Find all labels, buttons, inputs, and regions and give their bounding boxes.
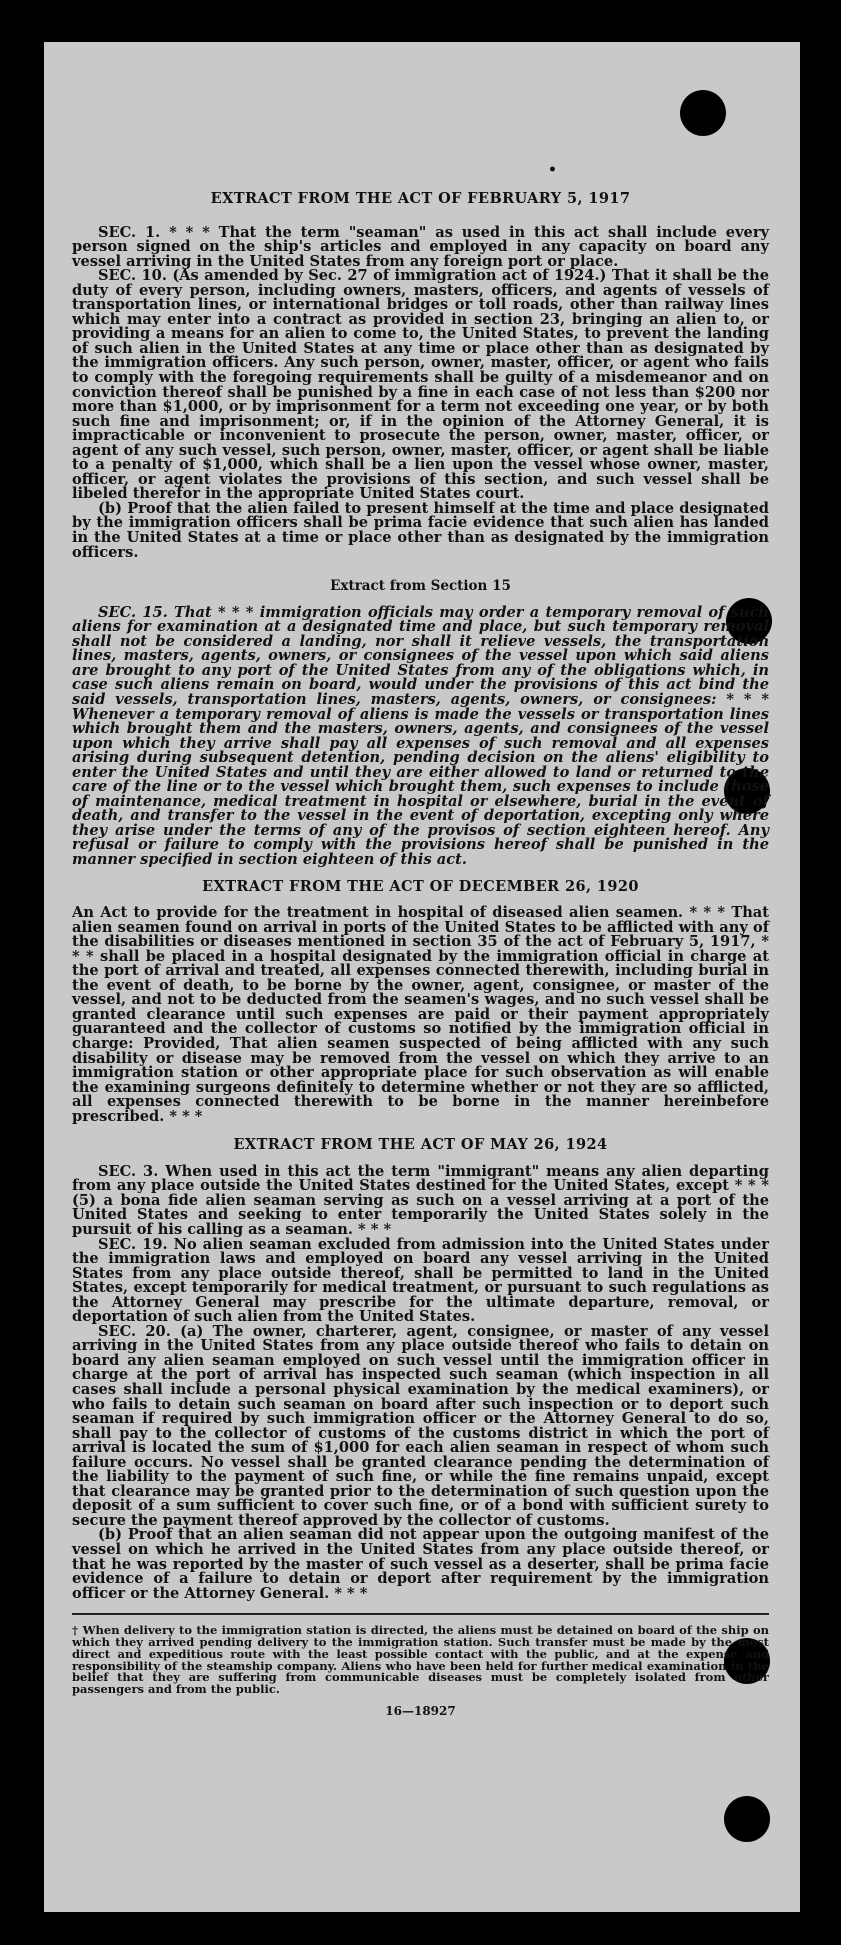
section-heading-1920: EXTRACT FROM THE ACT OF DECEMBER 26, 1920 <box>202 877 639 895</box>
paragraph-sec-10-b: (b) Proof that the alien failed to present himself at the time and place designated by the immigration officers shall be prima facie evidence that such alien has landed in the United States at a time or place other than as designated by the immigration officers. <box>72 499 769 561</box>
paragraph-sec-10: SEC. 10. (As amended by Sec. 27 of immigration act of 1924.) That it shall be the duty of every person, including owners, masters, officers, and agents of vessels of transportation lines, or international bridges or toll roads, other than railway lines which may enter into a contract as provided in section 23, bringing an alien to, or providing a means for an alien to come to, the United States, to prevent the landing of such alien in the United States at any time or place other than as designated by the immigration officers. Any such person, owner, master, officer, or agent who fails to comply with the foregoing requirements shall be guilty of a misdemeanor and on conviction thereof shall be punished by a fine in each case of not less than $200 nor more than $1,000, or by imprisonment for a term not exceeding one year, or by both such fine and imprisonment; or, if in the opinion of the Attorney General, it is impracticable or inconvenient to prosecute the person, owner, master, officer, or agent of any such vessel, such person, owner, master, officer, or agent shall be liable to a penalty of $1,000, which shall be a lien upon the vessel whose owner, master, officer, or agent violates the provisions of this section, and such vessel shall be libeled therefor in the appropriate United States court. <box>72 267 769 503</box>
footnote-divider <box>72 1613 769 1615</box>
subheading-section-15: Extract from Section 15 <box>330 578 511 595</box>
paragraph-act-1920: An Act to provide for the treatment in hospital of diseased alien seamen. * * * That alien seamen found on arrival in ports of the United States to be afflicted with any of the disabilities or diseases mentioned in section 35 of the act of February 5, 1917, * * * shall be placed in a hospital designated by the immigration official in charge at the port of arrival and treated, all expenses connected therewith, including burial in the event of death, to be borne by the owner, agent, consignee, or master of the vessel, and not to be deducted from the seamen's wages, and no such vessel shall be granted clearance until such expenses are paid or their payment appropriately guaranteed and the collector of customs so notified by the immigration official in charge: Provided, That alien seamen suspected of being afflicted with any such disability or disease may be removed from the vessel on which they arrive to an immigration station or other appropriate place for such observation as will enable the examining surgeons definitely to determine whether or not they are so afflicted, all expenses connected therewith to be borne in the manner hereinbefore prescribed. * * * <box>72 904 769 1125</box>
document-body <box>72 42 769 1719</box>
document-page <box>44 42 800 1912</box>
section-heading-1917: EXTRACT FROM THE ACT OF FEBRUARY 5, 1917 <box>210 190 631 207</box>
punch-hole <box>724 1796 770 1842</box>
form-number: 16—18927 <box>385 1704 456 1718</box>
ornament-bullet: • <box>548 162 557 178</box>
paragraph-sec-15: SEC. 15. That * * * immigration officials may order a temporary removal of such aliens for examination at a designated time and place, but such temporary removal shall not be considered a landing, nor shall it relieve vessels, the transportation lines, masters, agents, owners, or consignees of the vessel upon which said aliens are brought to any port of the United States from any of the obligations which, in case such aliens remain on board, would under the provisions of this act bind the said vessels, transportation lines, masters, agents, owners, or consignees: * * * Whenever a temporary removal of aliens is made the vessels or transportation lines which brought them and the masters, owners, agents, and consignees of the vessel upon which they arrive shall pay all expenses of such removal and all expenses arising during subsequent detention, pending decision on the aliens' eligibility to enter the United States and until they are either allowed to land or returned to the care of the line or to the vessel which brought them, such expenses to include those of maintenance, medical treatment in hospital or elsewhere, burial in the event of death, and transfer to the vessel in the event of deportation, excepting only where they arise under the terms of any of the provisos of section eighteen hereof. Any refusal or failure to comply with the provisions hereof shall be punished in the manner specified in section eighteen of this act. <box>72 603 769 868</box>
paragraph-sec-3: SEC. 3. When used in this act the term "immigrant" means any alien departing from any place outside the United States destined for the United States, except * * * (5) a bona fide alien seaman serving as such on a vessel arriving at a port of the United States and seeking to enter temporarily the United States solely in the pursuit of his calling as a seaman. * * * <box>72 1162 769 1238</box>
paragraph-sec-19: SEC. 19. No alien seaman excluded from admission into the United States under the immigration laws and employed on board any vessel arriving in the United States from any place outside thereof, shall be permitted to land in the United States, except temporarily for medical treatment, or pursuant to such regulations as the Attorney General may prescribe for the ultimate departure, removal, or deportation of such alien from the United States. <box>72 1235 769 1326</box>
paragraph-sec-20-a: SEC. 20. (a) The owner, charterer, agent, consignee, or master of any vessel arriving in the United States from any place outside thereof who fails to detain on board any alien seaman employed on such vessel until the immigration officer in charge at the port of arrival has inspected such seaman (which inspection in all cases shall include a personal physical examination by the medical examiners), or who fails to detain such seaman on board after such inspection or to deport such seaman if required by such immigration officer or the Attorney General to do so, shall pay to the collector of customs of the customs district in which the port of arrival is located the sum of $1,000 for each alien seaman in respect of whom such failure occurs. No vessel shall be granted clearance pending the determination of the liability to the payment of such fine, or while the fine remains unpaid, except that clearance may be granted prior to the determination of such question upon the deposit of a sum sufficient to cover such fine, or of a bond with sufficient surety to secure the payment thereof approved by the collector of customs. <box>72 1322 769 1529</box>
section-heading-1924: EXTRACT FROM THE ACT OF MAY 26, 1924 <box>233 1136 608 1154</box>
paragraph-sec-20-b: (b) Proof that an alien seaman did not appear upon the outgoing manifest of the vessel on which he arrived in the United States from any place outside thereof, or that he was reported by the master of such vessel as a deserter, shall be prima facie evidence of a failure to detain or deport after requirement by the immigration officer or the Attorney General. * * * <box>72 1526 769 1602</box>
paragraph-sec-1: SEC. 1. * * * That the term "seaman" as used in this act shall include every person signed on the ship's articles and employed in any capacity on board any vessel arriving in the United States from any foreign port or place. <box>72 223 769 270</box>
footnote: † When delivery to the immigration station is directed, the aliens must be detained on board of the ship on which they arrived pending delivery to the immigration station. Such transfer must be made by the most direct and expeditious route with the least possible contact with the public, and at the expense and responsibility of the steamship company. Aliens who have been held for further medical examination in the belief that they are suffering from communicable diseases must be completely isolated from other passengers and from the public. <box>72 1623 769 1697</box>
